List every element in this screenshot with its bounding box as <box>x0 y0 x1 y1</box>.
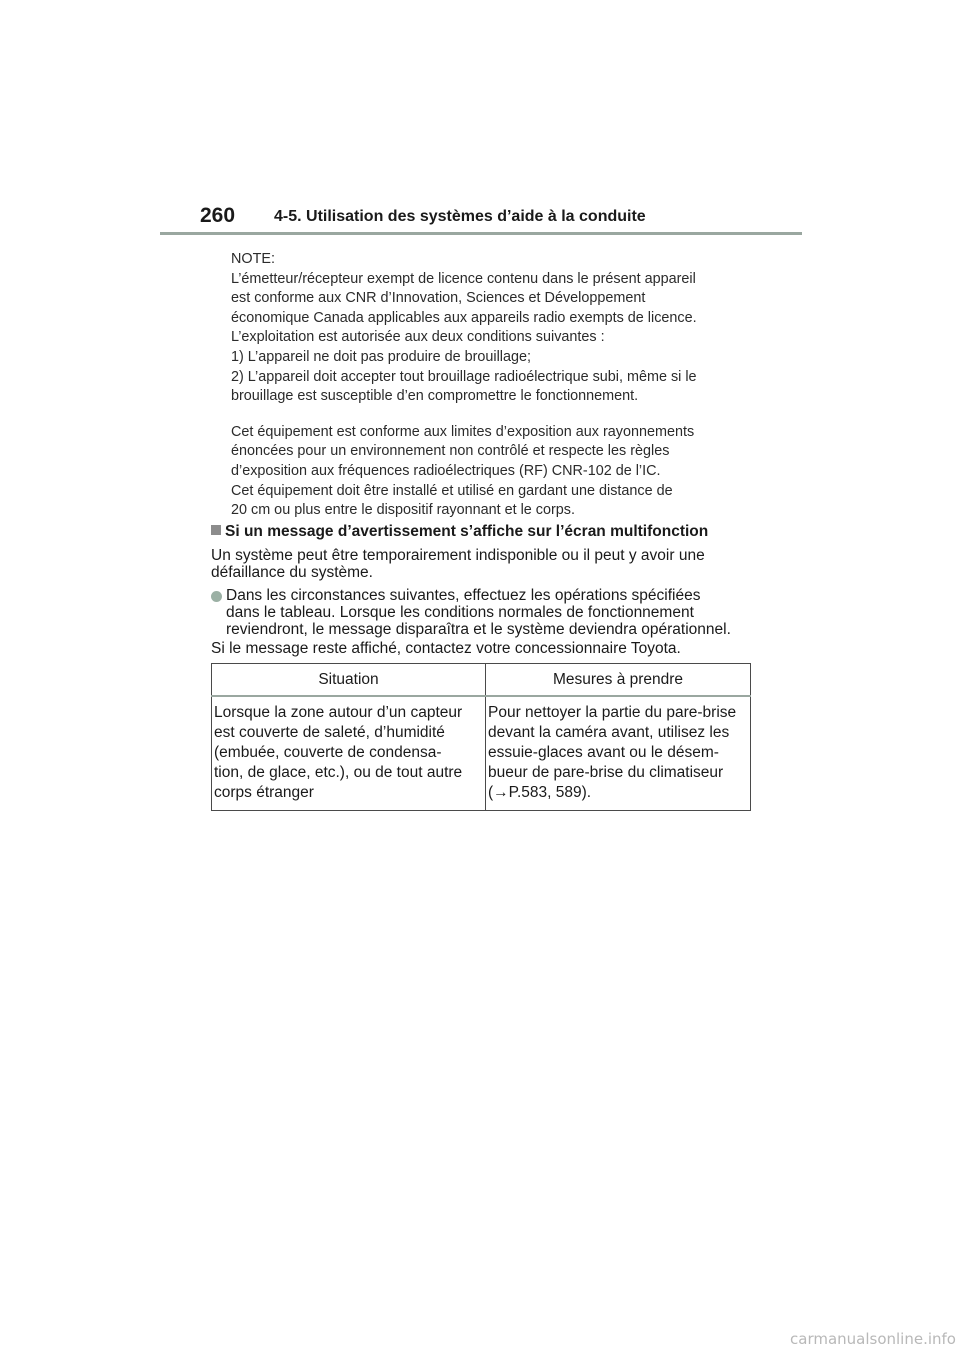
section-heading <box>211 523 708 541</box>
cell-line: est couverte de saleté, d’humidité <box>214 724 445 741</box>
intro-line: Un système peut être temporairement indisponible ou il peut y avoir une <box>211 547 705 564</box>
measures-table <box>211 663 751 811</box>
bullet-line: dans le tableau. Lorsque les conditions normales de fonctionnement <box>226 603 694 621</box>
bullet-item <box>211 588 731 638</box>
section-heading-text: Si un message d’avertissement s’affiche sur l’écran multifonction <box>225 523 709 540</box>
note-line: Cet équipement doit être installé et utilisé en gardant une distance de <box>231 482 673 499</box>
bullet-line: Dans les circonstances suivantes, effectuez les opérations spécifiées <box>226 587 701 604</box>
cell-line: (→P.583, 589). <box>488 784 592 801</box>
header-rule <box>160 232 802 235</box>
note-line: énoncées pour un environnement non contrôlé et respecte les règles <box>231 443 670 460</box>
cell-line: Pour nettoyer la partie du pare-brise <box>488 704 737 721</box>
cell-line: essuie-glaces avant ou le désem- <box>488 744 719 761</box>
cell-line: (embuée, couverte de condensa- <box>214 744 442 761</box>
table-row <box>212 696 751 811</box>
note-line: brouillage est susceptible d’en compromettre le fonctionnement. <box>231 388 639 405</box>
square-bullet-icon <box>211 525 221 535</box>
regulatory-note <box>231 250 751 521</box>
note-line: Cet équipement est conforme aux limites d’exposition aux rayonnements <box>231 423 695 440</box>
round-bullet-icon <box>211 591 222 602</box>
chapter-title: 4-5. Utilisation des systèmes d’aide à la conduite <box>274 208 646 225</box>
note-line: 20 cm ou plus entre le dispositif rayonnant et le corps. <box>231 502 575 519</box>
situation-cell <box>212 696 486 811</box>
note-line: L’exploitation est autorisée aux deux conditions suivantes : <box>231 329 605 346</box>
bullet-line: reviendront, le message disparaîtra et le système deviendra opérationnel. <box>226 620 731 638</box>
note-line: est conforme aux CNR d’Innovation, Sciences et Développement <box>231 290 646 307</box>
note-line: économique Canada applicables aux appareils radio exempts de licence. <box>231 309 697 326</box>
cell-line: Lorsque la zone autour d’un capteur <box>214 704 463 721</box>
cell-line: devant la caméra avant, utilisez les <box>488 724 730 741</box>
contact-paragraph <box>211 641 681 658</box>
cell-line: tion, de glace, etc.), ou de tout autre <box>214 764 463 781</box>
note-line: 2) L’appareil doit accepter tout brouillage radioélectrique subi, même si le <box>231 368 697 385</box>
intro-paragraph <box>211 548 705 582</box>
note-gap <box>231 407 751 423</box>
cell-line: corps étranger <box>214 784 314 801</box>
note-line: d’exposition aux fréquences radioélectriques (RF) CNR-102 de l’IC. <box>231 462 661 479</box>
column-header-situation: Situation <box>212 664 486 697</box>
table-header-row <box>212 664 751 697</box>
intro-line: défaillance du système. <box>211 563 373 581</box>
cell-line: bueur de pare-brise du climatiseur <box>488 764 724 781</box>
page-number: 260 <box>200 204 236 227</box>
note-line: NOTE: <box>231 251 275 267</box>
note-line: L’émetteur/récepteur exempt de licence contenu dans le présent appareil <box>231 270 696 287</box>
page-header <box>160 204 802 234</box>
measures-cell <box>486 696 751 811</box>
watermark: carmanualsonline.info <box>790 1330 956 1348</box>
column-header-measures: Mesures à prendre <box>486 664 751 697</box>
contact-line: Si le message reste affiché, contactez votre concessionnaire Toyota. <box>211 640 681 657</box>
note-line: 1) L’appareil ne doit pas produire de brouillage; <box>231 348 532 365</box>
